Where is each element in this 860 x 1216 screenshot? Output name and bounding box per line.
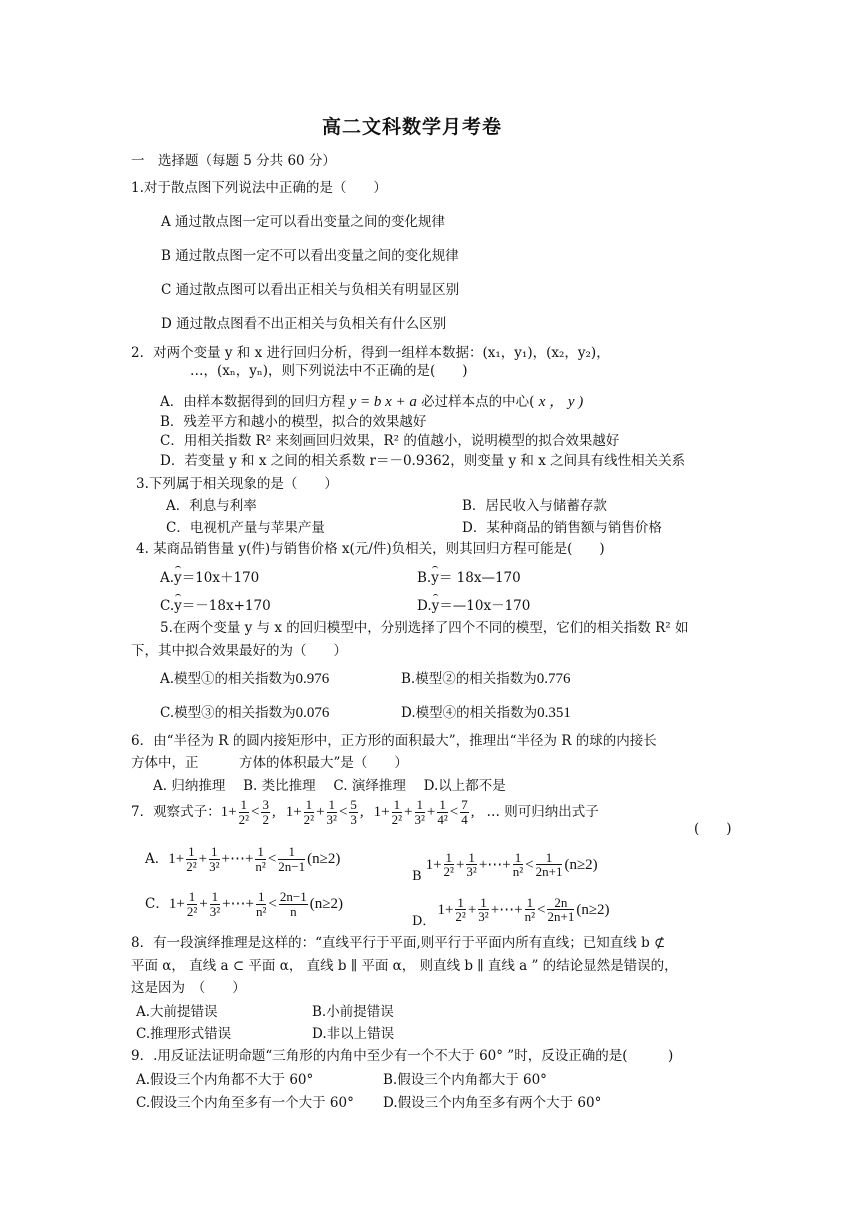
q8-stem-line3: 这是因为 （ ） [131, 980, 246, 996]
q2-stem-line1: 2．对两个变量 y 和 x 进行回归分析，得到一组样本数据：(x₁，y₁)，(x₂，y₂)， [131, 345, 610, 361]
q9-option-b: B.假设三个内角都大于 60° [383, 1072, 547, 1088]
q7-option-c: C． 1 + $\frac{1}{\text{2²}}$ + $\frac{1}{\text{3²}}$ +⋯+ $\frac{1}{\text{n²}}$ < $\frac{2n-1}{n}$ (n≥2) [145, 889, 343, 919]
q7-option-d: D． 1 + $\frac{1}{\text{2²}}$ + $\frac{1}{\text{3²}}$ +⋯+ $\frac{1}{\text{n²}}$ < $\frac{2n}{2n+1}$ (n≥2) [412, 894, 610, 929]
q5-option-d: D.模型④的相关指数为0.351 [401, 705, 571, 721]
q4-option-a: A.y＝10x＋170 [160, 570, 260, 586]
q4-option-d: D.y＝—10x－170 [417, 598, 531, 614]
q5-stem-line1: 5.在两个变量 y 与 x 的回归模型中，分别选择了四个不同的模型，它们的相关指数 R² 如 [160, 620, 689, 636]
q3-option-d: D．某种商品的销售额与销售价格 [462, 520, 662, 536]
q2-a-center: x ， y ) [538, 394, 584, 410]
q8-stem-line1: 8．有一段演绎推理是这样的：“直线平行于平面,则平行于平面内所有直线；已知直线 b ⊄ [131, 935, 666, 951]
q2-option-d: D．若变量 y 和 x 之间的相关系数 r＝－0.9362，则变量 y 和 x 之间具有线性相关关系 [160, 453, 686, 469]
q7-option-b: B 1 + $\frac{1}{\text{2²}}$ + $\frac{1}{\text{3²}}$ +⋯+ $\frac{1}{\text{n²}}$ < $\frac{1}{2n+1}$ (n≥2) [412, 849, 598, 884]
q8-option-a: A.大前提错误 [136, 1004, 218, 1020]
q8-option-d: D.非以上错误 [312, 1026, 395, 1042]
q1-option-b: B 通过散点图一定不可以看出变量之间的变化规律 [161, 248, 459, 264]
q9-option-a: A.假设三个内角都不大于 60° [136, 1072, 314, 1088]
q7-option-a: A． 1 + $\frac{1}{\text{2²}}$ + $\frac{1}{\text{3²}}$ +⋯+ $\frac{1}{\text{n²}}$ < $\frac{1}{2n-1}$ (n≥2) [145, 844, 341, 874]
q2-a-equation: y = b x + a [349, 394, 417, 410]
q7-answer-paren: ( ) [694, 821, 732, 837]
q6-stem-line1: 6．由“半径为 R 的圆内接矩形中，正方形的面积最大”，推理出“半径为 R 的球的内接长 [131, 733, 657, 749]
q2-option-b: B．残差平方和越小的模型，拟合的效果越好 [160, 414, 427, 430]
q1-option-a: A 通过散点图一定可以看出变量之间的变化规律 [161, 214, 446, 230]
q5-option-b: B.模型②的相关指数为0.776 [401, 671, 571, 687]
q2-option-c: C．用相关指数 R² 来刻画回归效果，R² 的值越小，说明模型的拟合效果越好 [160, 433, 620, 449]
q8-option-b: B.小前提错误 [312, 1004, 394, 1020]
q9-option-c: C.假设三个内角至多有一个大于 60° [136, 1095, 354, 1111]
q5-option-c: C.模型③的相关指数为0.076 [160, 705, 330, 721]
q2-a-prefix: A．由样本数据得到的回归方程 [160, 394, 346, 410]
q3-option-b: B．居民收入与储蓄存款 [462, 498, 607, 514]
q7-stem: 7．观察式子： 1 + $\frac{1}{\text{2²}}$ < $\frac{3}{2}$ , 1 + $\frac{1}{\text{2²}}$ + $\frac{1}{\text{3²}}$ < $\frac{5}{3}$ , 1 + $\frac{1}{\text{2²}}$ + $\frac{1}{\text{3²}}$ + $\frac{1}{\text{4²}}$ < $\frac{7}{4}$ , … 则可归纳出式子 [131, 797, 599, 827]
q1-stem: 1.对于散点图下列说法中正确的是（ ） [131, 180, 387, 196]
q8-stem-line2: 平面 α， 直线 a ⊂ 平面 α， 直线 b ∥ 平面 α， 则直线 b ∥ 直线 a ” 的结论显然是错误的， [131, 958, 678, 974]
q3-option-c: C．电视机产量与苹果产量 [166, 520, 325, 536]
q5-option-a: A.模型①的相关指数为0.976 [160, 671, 330, 687]
q2-stem-line2: …，(xₙ，yₙ)，则下列说法中不正确的是( ) [190, 363, 468, 379]
q9-option-d: D.假设三个内角至多有两个大于 60° [383, 1095, 602, 1111]
q3-option-a: A．利息与利率 [166, 498, 257, 514]
q4-stem: 4. 某商品销售量 y(件)与销售价格 x(元/件)负相关，则其回归方程可能是( ) [136, 541, 605, 557]
q6-stem-line2: 方体中，正 方体的体积最大”是（ ） [131, 755, 408, 771]
q2-option-a [160, 393, 583, 411]
q1-option-c: C 通过散点图可以看出正相关与负相关有明显区别 [161, 282, 460, 298]
exam-title: 高二文科数学月考卷 [322, 116, 503, 138]
q5-stem-line2: 下，其中拟合效果最好的为（ ） [131, 643, 347, 659]
q2-a-postfix: 必过样本点的中心( [421, 394, 535, 410]
q1-option-d: D 通过散点图看不出正相关与负相关有什么区别 [161, 316, 447, 332]
q6-options: A. 归纳推理 B. 类比推理 C. 演绎推理 D.以上都不是 [153, 778, 506, 794]
q3-stem: 3.下列属于相关现象的是（ ） [136, 476, 338, 492]
q4-option-c: C.y＝－18x+170 [160, 598, 271, 614]
section-header: 一 选择题（每题 5 分共 60 分） [131, 153, 336, 169]
q9-stem: 9．.用反证法证明命题“三角形的内角中至少有一个不大于 60° ”时，反设正确的是( ) [131, 1048, 674, 1064]
q4-option-b: B.y＝ 18x—170 [417, 570, 521, 586]
q8-option-c: C.推理形式错误 [136, 1026, 232, 1042]
